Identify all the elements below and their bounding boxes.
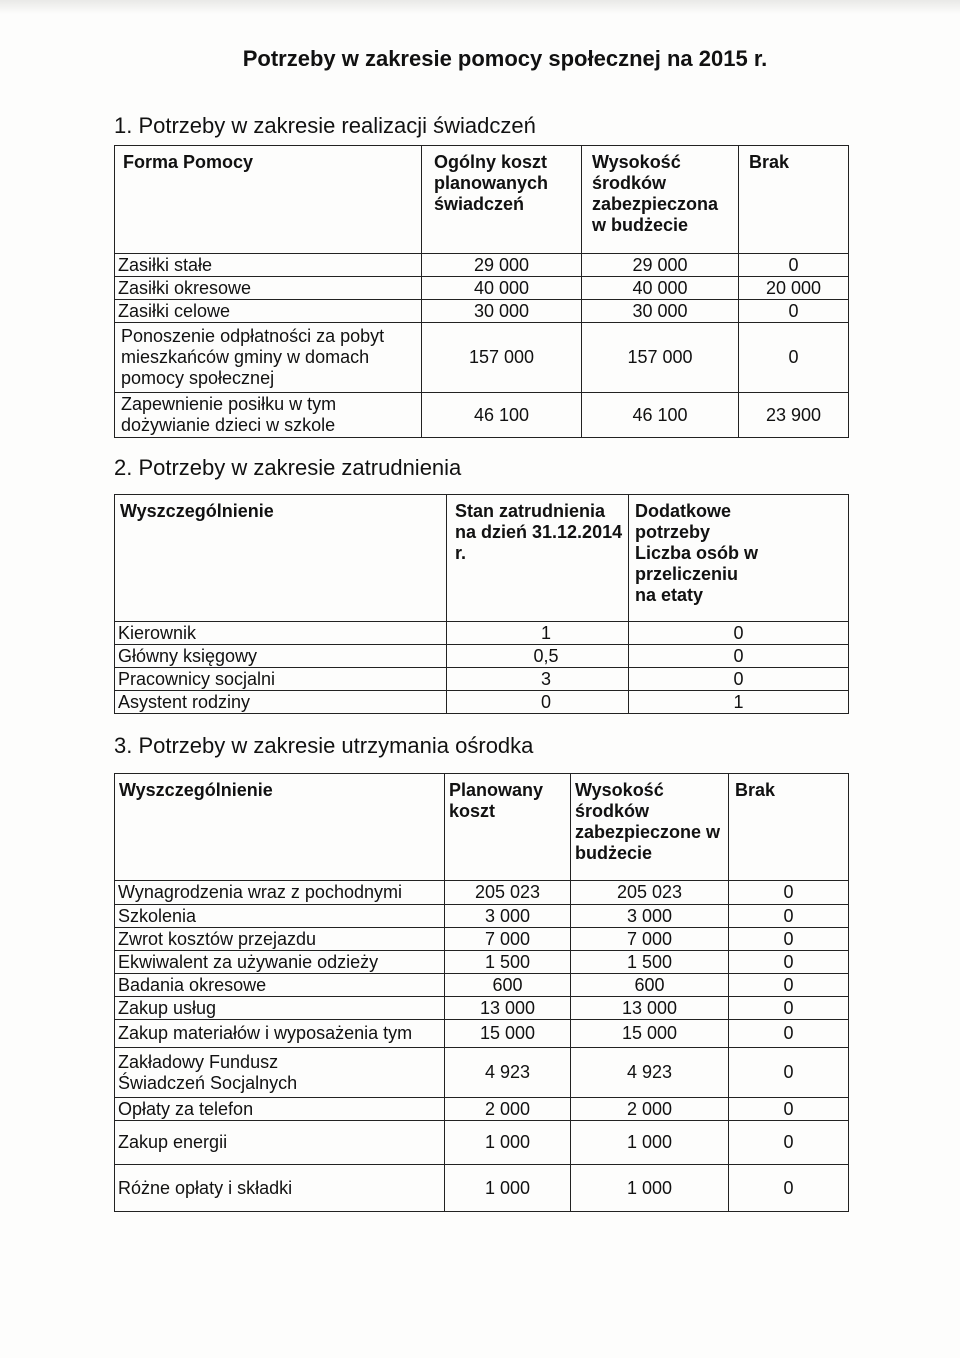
section-2-heading: 2. Potrzeby w zakresie zatrudnienia [114,455,462,480]
table-cell: 0 [729,1048,849,1098]
table-cell: 13 000 [571,997,729,1020]
table-cell: 0 [729,1165,849,1212]
table-zatrudnienie [114,494,849,714]
col-header-brak: Brak [739,146,849,254]
table-cell: 0 [729,928,849,951]
table-cell: 29 000 [582,254,739,277]
table-cell: Zakup usług [115,997,445,1020]
table-cell: 0 [629,668,849,691]
col-header-planowany: Planowany koszt [445,774,571,881]
table-cell: 600 [445,974,571,997]
scan-top-edge [0,0,960,14]
table-cell: Kierownik [115,622,447,645]
table-cell: 157 000 [582,323,739,393]
table-cell: 20 000 [739,277,849,300]
table-cell: Zasiłki stałe [115,254,422,277]
section-3-heading: 3. Potrzeby w zakresie utrzymania ośrodka [114,733,534,758]
table-cell: Pracownicy socjalni [115,668,447,691]
table-cell: 4 923 [571,1048,729,1098]
table-cell: Zakup energii [115,1121,445,1165]
table-cell: 0 [729,881,849,905]
table-cell: 1 000 [571,1121,729,1165]
table-cell: 3 [447,668,629,691]
table-cell: 1 000 [445,1165,571,1212]
table-swiadczenia [114,145,849,438]
table-cell: 3 000 [571,905,729,928]
table-cell: Główny księgowy [115,645,447,668]
col-header-wysokosc: Wysokość środków zabezpieczona w budżecie [582,146,739,254]
table-cell: 0,5 [447,645,629,668]
table-cell: 1 [447,622,629,645]
table-cell: 0 [729,997,849,1020]
table-cell: 1 000 [571,1165,729,1212]
table-cell: 157 000 [422,323,582,393]
table-cell: 0 [729,1020,849,1048]
section-1-heading: 1. Potrzeby w zakresie realizacji świadczeń [114,113,536,138]
col-header-koszt: Ogólny koszt planowanych świadczeń [422,146,582,254]
page-title: Potrzeby w zakresie pomocy społecznej na 2015 r. [242,46,768,71]
table-cell: 7 000 [571,928,729,951]
table-cell: Różne opłaty i składki [115,1165,445,1212]
table-cell: Zasiłki okresowe [115,277,422,300]
col-header-stan: Stan zatrudnienia na dzień 31.12.2014 r. [447,495,629,622]
table-cell: 1 500 [571,951,729,974]
table-cell: 40 000 [582,277,739,300]
table-cell: Szkolenia [115,905,445,928]
table-cell: 0 [739,300,849,323]
table-cell: 0 [629,622,849,645]
table-cell: Wynagrodzenia wraz z pochodnymi [115,881,445,905]
table-cell: 46 100 [422,393,582,438]
table-cell: Zwrot kosztów przejazdu [115,928,445,951]
table-cell: 1 000 [445,1121,571,1165]
table-cell: 15 000 [571,1020,729,1048]
table-cell: 46 100 [582,393,739,438]
table-cell: 0 [739,323,849,393]
table-cell: 205 023 [445,881,571,905]
col-header-forma: Forma Pomocy [115,146,422,254]
table-cell: 0 [739,254,849,277]
table-cell: 23 900 [739,393,849,438]
col-header-dodatkowe: Dodatkowe potrzeby Liczba osób w przeliczeniu na etaty [629,495,849,622]
table-cell: 30 000 [582,300,739,323]
table-cell: Zasiłki celowe [115,300,422,323]
table-cell: Zakładowy Fundusz Świadczeń Socjalnych [115,1048,445,1098]
table-cell: 29 000 [422,254,582,277]
table-cell: Badania okresowe [115,974,445,997]
table-cell: 1 [629,691,849,714]
table-cell: Ponoszenie odpłatności za pobyt mieszkańców gminy w domach pomocy społecznej [115,323,422,393]
table-cell: 3 000 [445,905,571,928]
table-cell: 4 923 [445,1048,571,1098]
table-cell: 2 000 [571,1098,729,1121]
table-cell: Zakup materiałów i wyposażenia tym [115,1020,445,1048]
table-cell: 205 023 [571,881,729,905]
table-cell: Asystent rodziny [115,691,447,714]
table-utrzymanie [114,773,849,1212]
table-cell: 0 [729,1098,849,1121]
table-cell: 7 000 [445,928,571,951]
table-cell: 0 [447,691,629,714]
table-cell: Opłaty za telefon [115,1098,445,1121]
table-cell: 0 [729,1121,849,1165]
table-cell: 2 000 [445,1098,571,1121]
col-header-wysokosc: Wysokość środków zabezpieczone w budżecie [571,774,729,881]
table-cell: 13 000 [445,997,571,1020]
table-cell: 600 [571,974,729,997]
table-cell: 0 [729,905,849,928]
table-cell: Zapewnienie posiłku w tym dożywianie dzieci w szkole [115,393,422,438]
col-header-wyszczegolnienie: Wyszczególnienie [115,774,445,881]
col-header-brak: Brak [729,774,849,881]
table-cell: 30 000 [422,300,582,323]
table-cell: 1 500 [445,951,571,974]
table-cell: Ekwiwalent za używanie odzieży [115,951,445,974]
table-cell: 0 [729,951,849,974]
col-header-wyszczegolnienie: Wyszczególnienie [115,495,447,622]
table-cell: 15 000 [445,1020,571,1048]
table-cell: 40 000 [422,277,582,300]
table-cell: 0 [629,645,849,668]
table-cell: 0 [729,974,849,997]
